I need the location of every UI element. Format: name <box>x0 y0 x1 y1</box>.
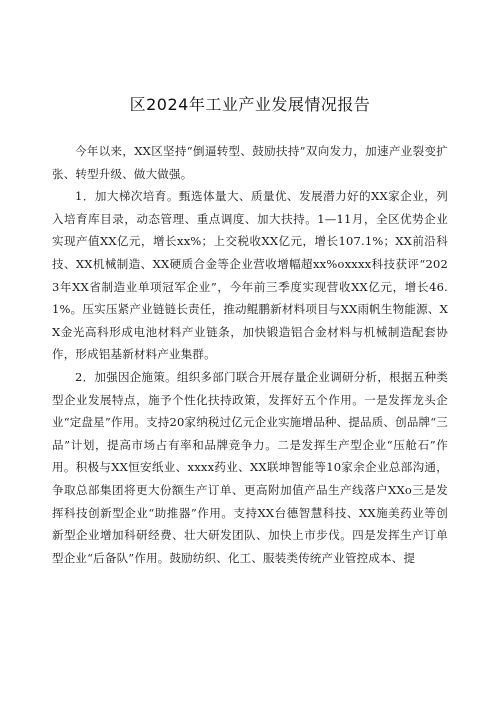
paragraph-intro: 今年以来，XX区坚持“倒逼转型、鼓励扶持”双向发力，加速产业裂变扩张、转型升级、做大做强。 <box>52 144 448 181</box>
document-body <box>52 140 448 569</box>
paragraph-tiered-cultivation: 1．加大梯次培育。甄选体量大、质量优、发展潜力好的XX家企业，列入培育库目录，动态管理、重点调度、加大扶持。1—11月，全区优势企业实现产值XX亿元，增长xx%；上交税收XX亿元，增长107.1%；XX前沿科技、XX机械制造、XX硬质合金等企业营收增幅超xx%oxxxx科技获评“2023年XX省制造业单项冠军企业”，今年前三季度实现营收XX亿元，增长46.1%。压实压紧产业链链长责任，推动鲲鹏新材料项目与XX雨帆生物能源、XX金光高科形成电池材料产业链条，加快锻造铝合金材料与机械制造配套协作，形成铝基新材料产业集群。 <box>52 189 448 362</box>
paragraph-enterprise-policy: 2．加强因企施策。组织多部门联合开展存量企业调研分析，根据五种类型企业发展特点，施予个性化扶持政策，发挥好五个作用。一是发挥龙头企业“定盘星”作用。支持20家纳税过亿元企业实施增品种、提品质、创品牌“三品”计划，提高市场占有率和品牌竞争力。二是发挥生产型企业“压舱石”作用。积极与XX恒安纸业、xxxx药业、XX联坤智能等10家余企业总部沟通，争取总部集团将更大份额生产订单、更高附加值产品生产线落户XXo三是发挥科技创新型企业“助推器”作用。支持XX台德智慧科技、XX施美药业等创新型企业增加科研经费、壮大研发团队、加快上市步伐。四是发挥生产订单型企业“后备队”作用。鼓励纺织、化工、服装类传统产业管控成本、提 <box>52 369 448 565</box>
document-title: 区2024年工业产业发展情况报告 <box>129 95 371 114</box>
